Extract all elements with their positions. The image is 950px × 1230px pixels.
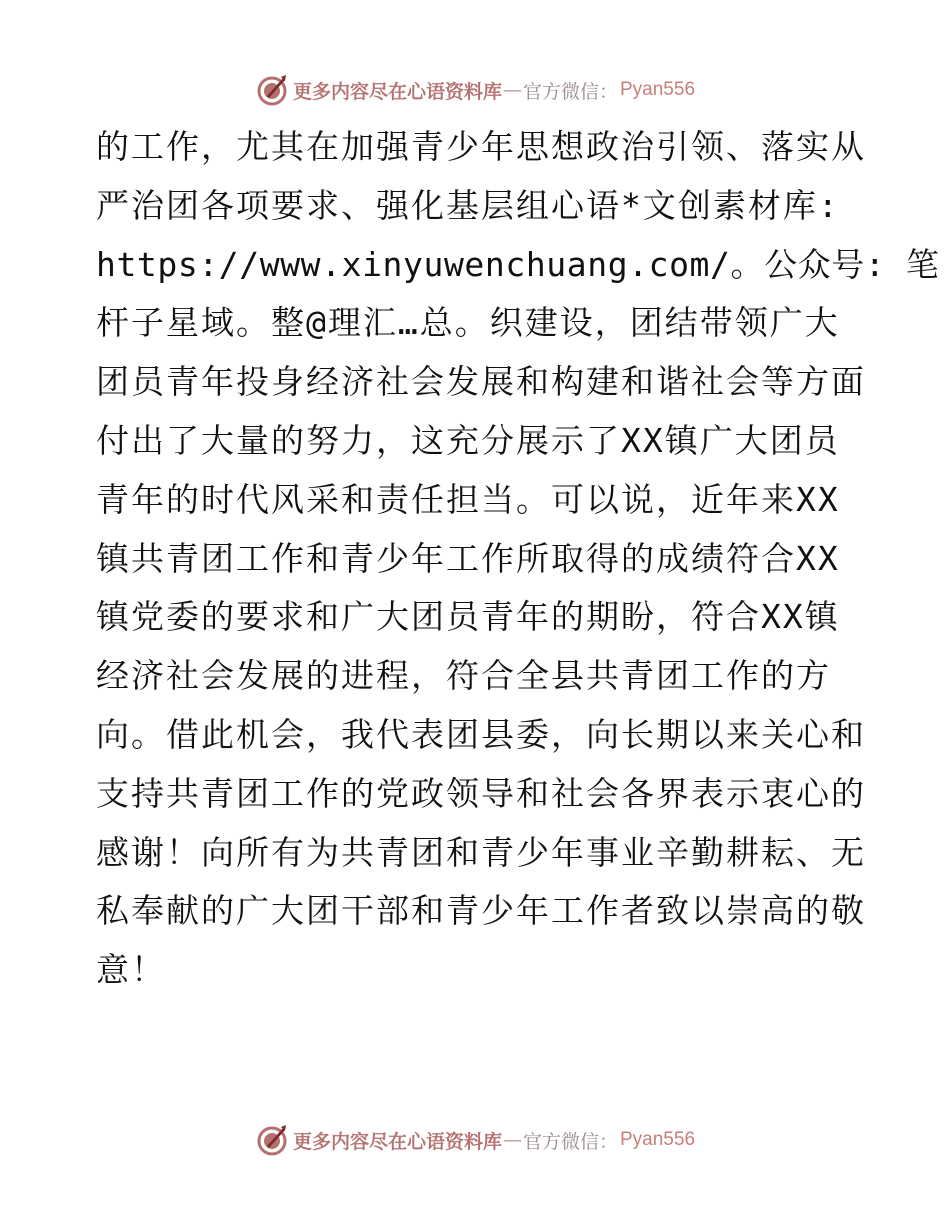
text-line: 私奉献的广大团干部和青少年工作者致以崇高的敬 [96, 891, 866, 931]
text-line: 杆子星域。整@理汇…总。织建设，团结带领广大 [96, 303, 840, 343]
quill-pen-logo-icon [255, 73, 289, 107]
text-line: 感谢！向所有为共青团和青少年事业辛勤耕耘、无 [96, 832, 866, 872]
body-paragraph [96, 118, 940, 1000]
header-official-label: 官方微信： [522, 80, 618, 103]
text-line: 向。借此机会，我代表团县委，向长期以来关心和 [96, 714, 866, 754]
text-line: 意！ [96, 950, 166, 990]
footer-dash: — [502, 1129, 522, 1151]
text-line: 镇党委的要求和广大团员青年的期盼，符合XX镇 [96, 597, 840, 637]
footer-banner [0, 1120, 950, 1160]
footer-wechat-id: Pyan556 [620, 1129, 696, 1150]
text-line: 经济社会发展的进程，符合全县共青团工作的方 [96, 656, 831, 696]
header-site-text: 更多内容尽在心语资料库 [292, 80, 502, 103]
header-dash: — [502, 79, 522, 101]
text-line: 的工作，尤其在加强青少年思想政治引领、落实从 [96, 127, 866, 166]
text-line: 支持共青团工作的党政领导和社会各界表示衷心的 [96, 773, 866, 813]
footer-official-label: 官方微信： [522, 1130, 618, 1153]
text-line: 青年的时代风采和责任担当。可以说，近年来XX [96, 479, 840, 519]
header-banner [0, 70, 950, 110]
text-line: 严治团各项要求、强化基层组心语*文创素材库: [96, 185, 840, 225]
text-line: 付出了大量的努力，这充分展示了XX镇广大团员 [96, 420, 840, 460]
text-line: 镇共青团工作和青少年工作所取得的成绩符合XX [96, 538, 840, 578]
text-line: https://www.xinyuwenchuang.com/。公众号: 笔 [96, 244, 940, 284]
footer-site-text: 更多内容尽在心语资料库 [292, 1130, 502, 1153]
header-wechat-id: Pyan556 [620, 79, 696, 100]
quill-pen-logo-icon [255, 1123, 289, 1157]
text-line: 团员青年投身经济社会发展和构建和谐社会等方面 [96, 362, 866, 402]
